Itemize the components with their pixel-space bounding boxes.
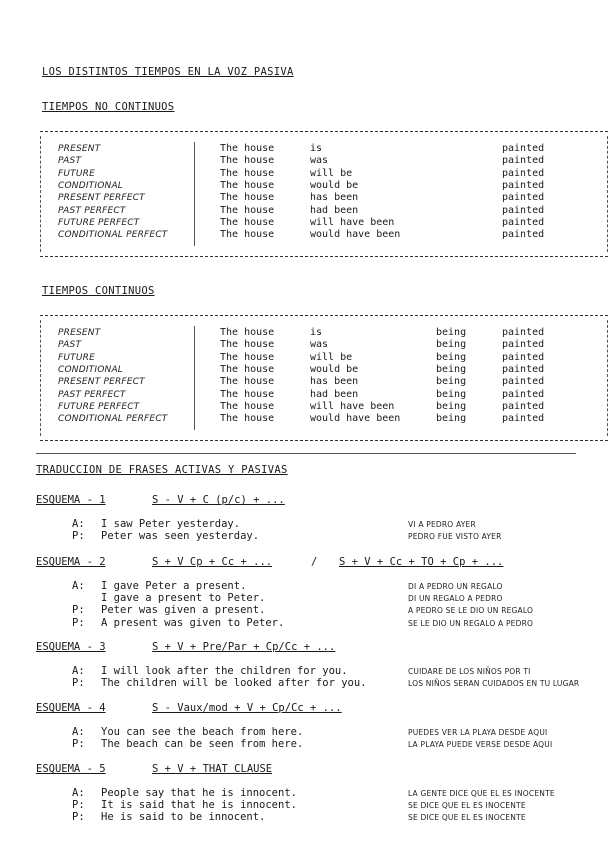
- being-cell: being: [436, 339, 467, 351]
- being-cell: being: [436, 400, 467, 412]
- voice-tag: A:: [72, 580, 85, 592]
- table-row: [40, 327, 608, 339]
- tense-label: PAST: [58, 340, 82, 351]
- participle-cell: painted: [502, 192, 545, 204]
- schema-formula: S + V Cp + Cc + ...: [152, 556, 273, 568]
- tense-label: PRESENT PERFECT: [58, 193, 145, 204]
- schema-formula: S - V + C (p/c) + ...: [152, 494, 285, 506]
- auxiliary-cell: had been: [310, 204, 359, 216]
- tense-label: FUTURE: [58, 168, 95, 179]
- voice-tag: P:: [72, 799, 85, 812]
- voice-tag: P:: [72, 616, 85, 629]
- auxiliary-cell: had been: [310, 388, 359, 400]
- example-sentence: You can see the beach from here.: [101, 726, 304, 738]
- schema-label: ESQUEMA - 3: [36, 641, 106, 653]
- participle-cell: painted: [502, 155, 545, 167]
- subject-cell: The house: [220, 155, 275, 167]
- being-cell: being: [436, 413, 467, 425]
- table-row: [40, 364, 608, 376]
- main-title: LOS DISTINTOS TIEMPOS EN LA VOZ PASIVA: [42, 66, 294, 78]
- table-row: [40, 352, 608, 364]
- auxiliary-cell: is: [310, 327, 323, 338]
- voice-tag: A:: [72, 726, 85, 738]
- voice-tag: A:: [72, 665, 85, 677]
- voice-tag: P:: [72, 677, 85, 690]
- subject-cell: The house: [220, 192, 275, 204]
- auxiliary-cell: has been: [310, 192, 359, 204]
- auxiliary-cell: will have been: [310, 400, 395, 412]
- divider: [36, 453, 576, 454]
- voice-tag: A:: [72, 787, 85, 799]
- voice-tag: P:: [72, 811, 85, 824]
- schema-formula: S + V + Pre/Par + Cp/Cc + ...: [152, 641, 336, 653]
- schema-label: ESQUEMA - 1: [36, 494, 106, 506]
- participle-cell: painted: [502, 376, 545, 388]
- schema-formula-alt: S + V + Cc + TO + Cp + ...: [339, 556, 504, 568]
- translation-note: A PEDRO SE LE DIO UN REGALO: [408, 606, 534, 616]
- schema-label: ESQUEMA - 4: [36, 702, 106, 714]
- table-row: [40, 205, 608, 217]
- auxiliary-cell: has been: [310, 376, 359, 388]
- translation-title: TRADUCCION DE FRASES ACTIVAS Y PASIVAS: [36, 464, 288, 476]
- table-non-continuous: [40, 131, 608, 257]
- auxiliary-cell: would have been: [310, 413, 401, 425]
- subject-cell: The house: [220, 388, 275, 400]
- tense-label: FUTURE PERFECT: [58, 217, 140, 228]
- schema-label: ESQUEMA - 2: [36, 556, 106, 568]
- subject-cell: The house: [220, 167, 275, 179]
- tense-label: PAST: [58, 156, 82, 167]
- table-row: [40, 389, 608, 401]
- table-row: [40, 217, 608, 229]
- section-title-non-continuous: TIEMPOS NO CONTINUOS: [42, 101, 175, 113]
- table-row: [40, 229, 608, 241]
- table-row: [40, 180, 608, 192]
- translation-note: PUEDES VER LA PLAYA DESDE AQUI: [408, 728, 548, 737]
- table-continuous: [40, 315, 608, 441]
- subject-cell: The house: [220, 351, 275, 363]
- schema-label: ESQUEMA - 5: [36, 763, 106, 775]
- tense-label: PRESENT: [58, 328, 101, 338]
- example-sentence: The beach can be seen from here.: [101, 738, 304, 751]
- translation-note: PEDRO FUE VISTO AYER: [408, 532, 502, 542]
- tense-label: FUTURE PERFECT: [58, 401, 140, 412]
- table-row: [40, 413, 608, 425]
- translation-note: SE LE DIO UN REGALO A PEDRO: [408, 618, 534, 628]
- auxiliary-cell: was: [310, 339, 329, 351]
- auxiliary-cell: was: [310, 155, 329, 167]
- participle-cell: painted: [502, 216, 545, 228]
- table-row: [40, 168, 608, 180]
- subject-cell: The house: [220, 143, 275, 154]
- tense-label: PRESENT: [58, 144, 101, 154]
- example-sentence: People say that he is innocent.: [101, 787, 297, 799]
- voice-tag: P:: [72, 738, 85, 751]
- subject-cell: The house: [220, 327, 275, 338]
- subject-cell: The house: [220, 229, 275, 241]
- auxiliary-cell: would be: [310, 363, 359, 375]
- subject-cell: The house: [220, 204, 275, 216]
- tense-label: CONDITIONAL PERFECT: [58, 414, 168, 425]
- table-row: [40, 339, 608, 351]
- translation-note: LOS NIÑOS SERAN CUIDADOS EN TU LUGAR: [408, 679, 580, 689]
- subject-cell: The house: [220, 413, 275, 425]
- voice-tag: P:: [72, 604, 85, 617]
- section-title-continuous: TIEMPOS CONTINUOS: [42, 285, 155, 297]
- participle-cell: painted: [502, 167, 545, 179]
- translation-note: DI UN REGALO A PEDRO: [408, 594, 503, 604]
- tense-label: PAST PERFECT: [58, 205, 126, 216]
- auxiliary-cell: will have been: [310, 216, 395, 228]
- tense-label: PRESENT PERFECT: [58, 377, 145, 388]
- example-sentence: It is said that he is innocent.: [101, 799, 297, 812]
- translation-note: SE DICE QUE EL ES INOCENTE: [408, 813, 526, 823]
- example-sentence: I gave Peter a present.: [101, 580, 247, 592]
- participle-cell: painted: [502, 400, 545, 412]
- auxiliary-cell: will be: [310, 351, 353, 363]
- subject-cell: The house: [220, 339, 275, 351]
- tense-label: CONDITIONAL: [58, 180, 124, 191]
- table-row: [40, 192, 608, 204]
- translation-note: DI A PEDRO UN REGALO: [408, 582, 503, 591]
- participle-cell: painted: [502, 388, 545, 400]
- voice-tag: A:: [72, 518, 85, 530]
- tense-label: CONDITIONAL PERFECT: [58, 230, 168, 241]
- subject-cell: The house: [220, 376, 275, 388]
- translation-note: LA GENTE DICE QUE EL ES INOCENTE: [408, 789, 555, 798]
- being-cell: being: [436, 376, 467, 388]
- being-cell: being: [436, 351, 467, 363]
- subject-cell: The house: [220, 363, 275, 375]
- participle-cell: painted: [502, 339, 545, 351]
- subject-cell: The house: [220, 179, 275, 191]
- example-sentence: I will look after the children for you.: [101, 665, 348, 677]
- participle-cell: painted: [502, 413, 545, 425]
- tense-label: FUTURE: [58, 352, 95, 363]
- participle-cell: painted: [502, 351, 545, 363]
- translation-note: CUIDARE DE LOS NIÑOS POR TI: [408, 667, 531, 676]
- auxiliary-cell: is: [310, 143, 323, 154]
- example-sentence: Peter was seen yesterday.: [101, 530, 260, 543]
- tense-label: PAST PERFECT: [58, 389, 126, 400]
- schema-separator: /: [311, 556, 318, 568]
- being-cell: being: [436, 327, 467, 338]
- participle-cell: painted: [502, 179, 545, 191]
- example-sentence: I saw Peter yesterday.: [101, 518, 241, 530]
- table-row: [40, 155, 608, 167]
- participle-cell: painted: [502, 363, 545, 375]
- translation-note: VI A PEDRO AYER: [408, 520, 476, 529]
- table-row: [40, 401, 608, 413]
- subject-cell: The house: [220, 400, 275, 412]
- participle-cell: painted: [502, 327, 545, 338]
- example-sentence: The children will be looked after for you.: [101, 677, 367, 690]
- auxiliary-cell: will be: [310, 167, 353, 179]
- translation-note: LA PLAYA PUEDE VERSE DESDE AQUI: [408, 740, 553, 750]
- example-sentence: Peter was given a present.: [101, 604, 266, 617]
- participle-cell: painted: [502, 204, 545, 216]
- table-row: [40, 376, 608, 388]
- participle-cell: painted: [502, 143, 545, 154]
- voice-tag: P:: [72, 530, 85, 543]
- tense-label: CONDITIONAL: [58, 364, 124, 375]
- translation-note: SE DICE QUE EL ES INOCENTE: [408, 801, 526, 811]
- subject-cell: The house: [220, 216, 275, 228]
- table-row: [40, 143, 608, 155]
- being-cell: being: [436, 388, 467, 400]
- example-sentence: He is said to be innocent.: [101, 811, 266, 824]
- auxiliary-cell: would have been: [310, 229, 401, 241]
- schema-formula: S - Vaux/mod + V + Cp/Cc + ...: [152, 702, 342, 714]
- being-cell: being: [436, 363, 467, 375]
- schema-formula: S + V + THAT CLAUSE: [152, 763, 273, 775]
- participle-cell: painted: [502, 229, 545, 241]
- auxiliary-cell: would be: [310, 179, 359, 191]
- example-sentence: I gave a present to Peter.: [101, 592, 266, 605]
- example-sentence: A present was given to Peter.: [101, 616, 285, 629]
